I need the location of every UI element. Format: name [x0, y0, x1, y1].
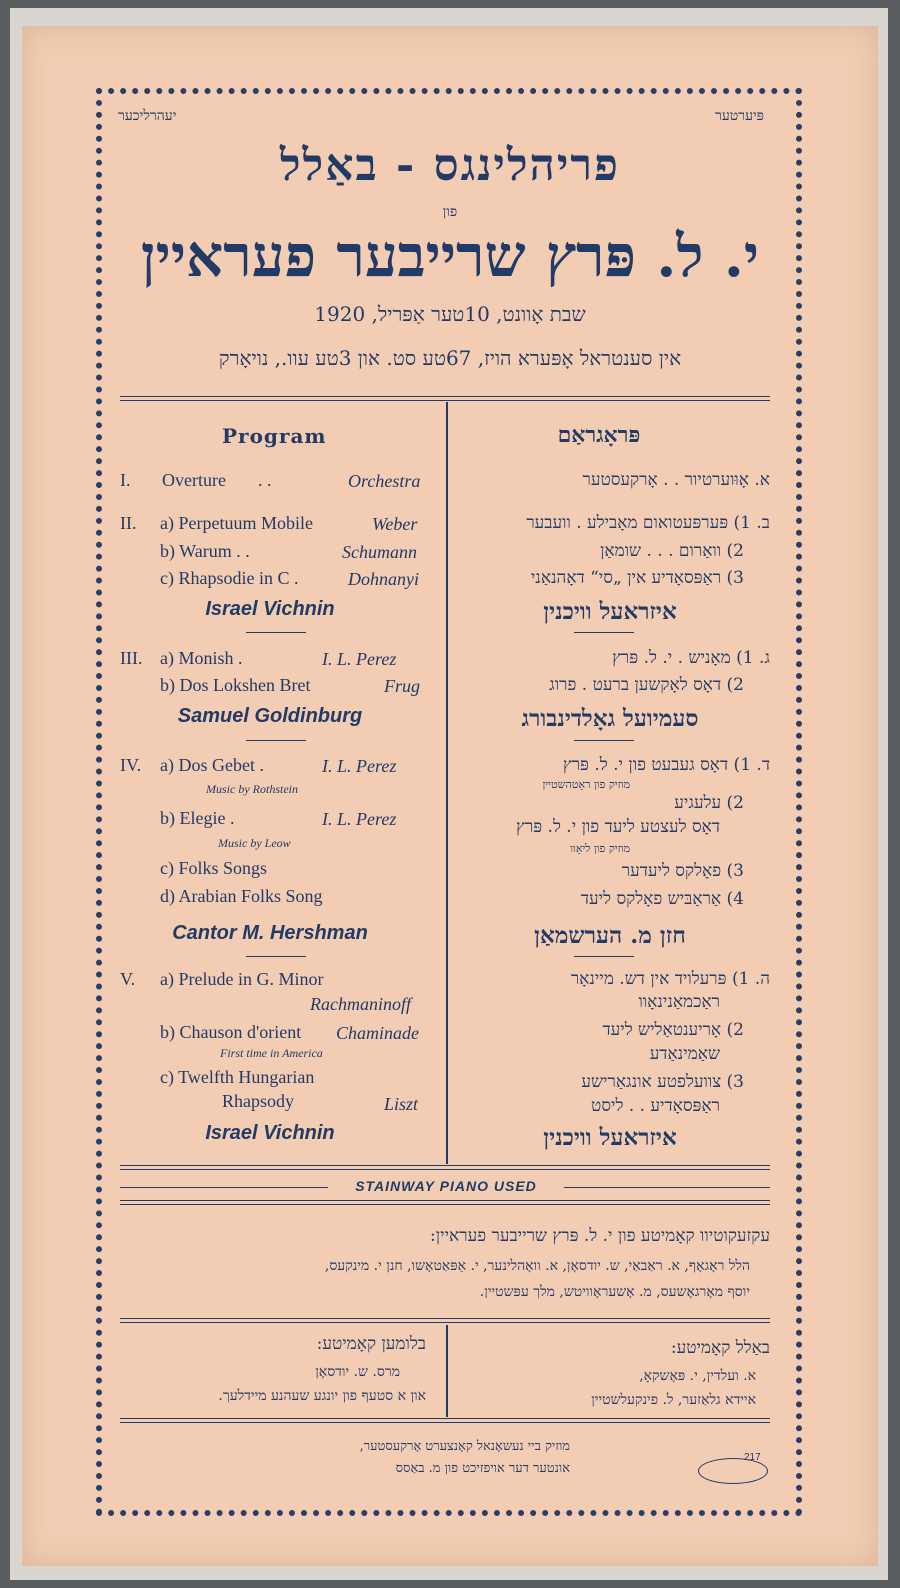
committee-members: הלל ראָגאָף, א. ראַבאַי, ש. יודסאָן, א. וואָהלינער, י. אַפּאַטאָשו, חנן י. מינקעס,	[324, 1258, 750, 1274]
program-item-yi: 2) אָריענטאַליש ליעד	[602, 1020, 744, 1040]
program-item: b) Chauson d'orient	[160, 1022, 302, 1042]
performer-name: Israel Vichnin	[205, 598, 335, 620]
program-item: b) Elegie .	[160, 808, 235, 828]
header-rule	[120, 396, 770, 401]
program-heading-en: Program	[222, 424, 327, 448]
flower-committee-members: און א סטעף פון יונגע שעהנע מיידלעך.	[218, 1388, 426, 1404]
corner-text-left: יעהרליכער	[118, 108, 177, 124]
program-item: a) Prelude in G. Minor	[160, 969, 324, 989]
rule	[120, 1187, 328, 1188]
performer-name: Cantor M. Hershman	[172, 922, 368, 944]
rule	[564, 1187, 770, 1188]
item-composer: Dohnanyi	[348, 569, 419, 589]
music-credit: Music by Leow	[218, 836, 291, 850]
item-performer: Orchestra	[348, 471, 421, 491]
short-rule	[246, 956, 306, 957]
short-rule	[574, 956, 634, 957]
rule	[120, 1418, 770, 1423]
program-item-yi: 2) עלעגיע	[674, 793, 744, 813]
program-item: a) Dos Gebet .	[160, 755, 264, 775]
performer-name-yi: סעמיועל גאָלדינבורג	[521, 705, 699, 732]
corner-text-right: פּיערטער	[714, 108, 764, 124]
program-item-yi: 3) פאָלקס ליעדער	[621, 861, 744, 881]
music-credit-footer: אונטער דער אויפזיכט פון מ. באַסס	[395, 1461, 570, 1476]
program-item-yi: ה. 1) פּרעלויד אין דש. מיינאָר	[570, 969, 770, 989]
rule	[120, 1165, 770, 1170]
program-item: Rhapsody	[222, 1091, 294, 1111]
program-item-yi: 2) וואַרום . . . שומאַן	[600, 541, 744, 561]
event-date: שבת אָוונט, 10טער אַפּריל, 1920	[314, 302, 586, 326]
ball-committee-members: איידא גלאַזער, ל. פינקעלשטיין	[591, 1392, 756, 1408]
performer-name-yi: איזראעל וויכנין	[543, 598, 677, 625]
organization-name: י. ל. פּרץ שרייבער פעראיין	[140, 222, 760, 290]
program-item: Overture	[162, 470, 226, 490]
program-item-yi: א. אָוּוערטיור . . אָרקעסטער	[582, 470, 770, 490]
rule	[120, 1200, 770, 1205]
part-number: II.	[120, 513, 137, 533]
part-number: I.	[120, 470, 131, 490]
short-rule	[246, 632, 306, 633]
event-title: פריהלינגס - באַלל	[280, 140, 620, 191]
program-item-yi: 3) צוועלפטע אונגאַרישע	[581, 1072, 744, 1092]
item-composer: I. L. Perez	[322, 649, 397, 669]
from-word: פון	[442, 204, 458, 220]
union-label-number: 217	[744, 1452, 761, 1463]
ball-committee-members: א. ועלדין, י. פּאָשקאָ,	[639, 1368, 756, 1384]
performer-name-yi: חזן מ. הערשמאַן	[534, 922, 686, 949]
music-credit-footer: מוזיק ביי נעשאָנאל קאָנצערט אָרקעסטער,	[359, 1439, 570, 1454]
program-item-yi: שאַמינאַדע	[649, 1044, 720, 1064]
rule	[120, 1318, 770, 1323]
committee-divider	[446, 1325, 448, 1417]
program-item: a) Monish .	[160, 648, 243, 668]
performer-name-yi: איזראעל וויכנין	[543, 1124, 677, 1151]
column-divider	[446, 402, 448, 1164]
item-composer: Chaminade	[336, 1023, 419, 1043]
program-item-yi: 4) אַראַבּיש פאָלקס ליעד	[580, 889, 744, 909]
program-item: c) Folks Songs	[160, 858, 268, 878]
program-item-yi: ראַכמאַנינאָוו	[638, 992, 720, 1012]
short-rule	[574, 740, 634, 741]
item-composer: Schumann	[342, 542, 417, 562]
part-number: V.	[120, 969, 136, 989]
music-credit-yi: מוזיק פון ליאָוו	[570, 842, 630, 855]
short-rule	[246, 740, 306, 741]
program-item-yi: 3) ראַפּסאָדיע אין „סי“ דאָהנאַני	[530, 568, 744, 588]
ball-committee-heading: באַלל קאָמיטע:	[670, 1338, 770, 1358]
executive-committee-heading: עקזעקוטיוו קאָמיטע פון י. ל. פּרץ שרייבער פעראיין:	[430, 1226, 770, 1246]
program-item-yi: ראַפּסאָדיע . . ליסט	[591, 1096, 720, 1116]
music-credit: Music by Rothstein	[206, 782, 298, 796]
program-item: b) Dos Lokshen Bret	[160, 675, 311, 695]
piano-note: STAINWAY PIANO USED	[355, 1178, 537, 1194]
short-rule	[574, 632, 634, 633]
premiere-note: First time in America	[220, 1046, 323, 1060]
flower-committee-members: מרס. ש. יודסאָן	[315, 1364, 400, 1380]
program-heading-yi: פּראָגראַם	[557, 422, 641, 448]
program-item: c) Rhapsodie in C .	[160, 568, 299, 588]
performer-name: Israel Vichnin	[205, 1122, 335, 1144]
dot-leader: . .	[258, 470, 272, 490]
performer-name: Samuel Goldinburg	[177, 705, 363, 727]
event-venue: אין סענטראל אָפּערא הויז, 67טע סט. און 3טע עוו., נויאָרק	[218, 346, 682, 370]
item-composer: I. L. Perez	[322, 809, 397, 829]
program-item-yi: ג. 1) מאָניש . י. ל. פּרץ	[612, 648, 770, 668]
program-item: a) Perpetuum Mobile	[160, 513, 313, 533]
part-number: IV.	[120, 755, 142, 775]
program-item-yi: ד. 1) דאָס געבעט פון י. ל. פּרץ	[562, 755, 770, 775]
item-composer: Rachmaninoff	[310, 994, 411, 1014]
item-composer: I. L. Perez	[322, 756, 397, 776]
program-item-yi: 2) דאָס לאָקשען ברעט . פרוג	[549, 675, 744, 695]
committee-members: יוסף מאָרגאָשעס, מ. אָשעראָוויטש, מלך עפּשטיין.	[479, 1284, 750, 1300]
part-number: III.	[120, 648, 143, 668]
program-item-yi: דאָס לעצטע ליעד פון י. ל. פּרץ	[516, 817, 720, 837]
item-composer: Liszt	[384, 1094, 419, 1114]
program-item: c) Twelfth Hungarian	[160, 1067, 315, 1087]
music-credit-yi: מוזיק פון ראָטהשטיין	[542, 778, 630, 791]
item-composer: Weber	[372, 514, 418, 534]
program-item: b) Warum . .	[160, 541, 250, 561]
program-item-yi: ב. 1) פּערפּעטואום מאָבילע . וועבער	[526, 513, 770, 533]
item-composer: Frug	[384, 676, 420, 696]
program-item: d) Arabian Folks Song	[160, 886, 323, 906]
flower-committee-heading: בלומען קאָמיטע:	[316, 1334, 426, 1354]
